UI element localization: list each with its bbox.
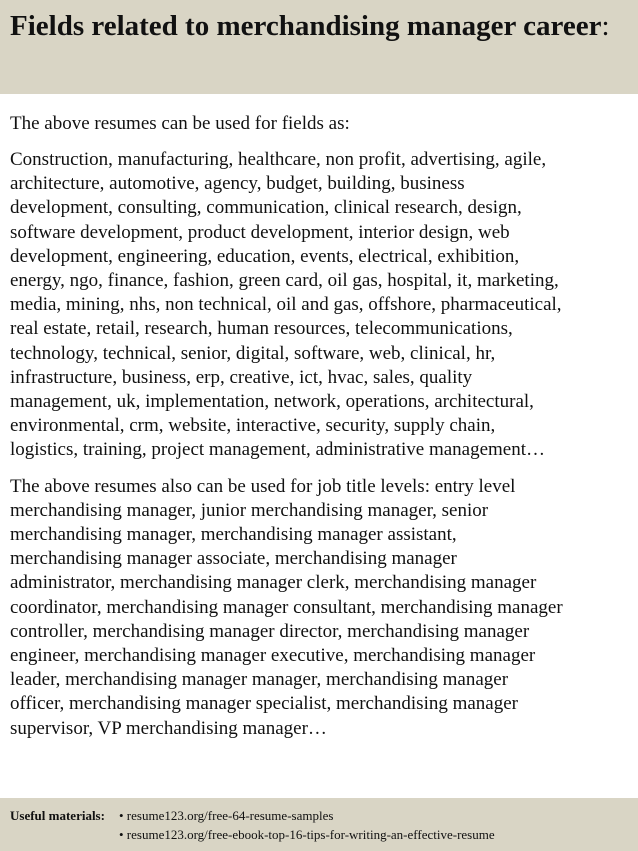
intro-text: The above resumes can be used for fields as: <box>10 113 350 134</box>
ebook-tips-link[interactable]: • resume123.org/free-ebook-top-16-tips-for-writing-an-effective-resume <box>119 827 495 842</box>
page-title-colon: : <box>601 10 610 42</box>
page-title-text: Fields related to merchandising manager career <box>10 10 602 42</box>
resume-samples-link[interactable]: • resume123.org/free-64-resume-samples <box>119 808 334 823</box>
main-content <box>10 112 632 753</box>
footer-label-spacer <box>10 825 119 844</box>
footer-row-2 <box>10 825 628 844</box>
page-title <box>10 8 628 45</box>
job-levels-paragraph: The above resumes also can be used for job title levels: entry level merchandising manager, junior merchandising manager, senior merchandising manager, merchandising manager assistant, merchandising manager associate, merchandising manager administrator, merchandising manager clerk, merchandising manager coordinator, merchandising manager consultant, merchandising manager controller, merchandising manager director, merchandising manager engineer, merchandising manager executive, merchandising manager leader, merchandising manager manager, merchandising manager officer, merchandising manager specialist, merchandising manager supervisor, VP merchandising manager… <box>10 475 563 739</box>
fields-list-paragraph: Construction, manufacturing, healthcare, non profit, advertising, agile, architecture, automotive, agency, budget, building, business development, consulting, communication, clinical research, design, software development, product development, interior design, web development, engineering, education, events, electrical, exhibition, energy, ngo, finance, fashion, green card, oil gas, hospital, it, marketing, media, mining, nhs, non technical, oil and gas, offshore, pharmaceutical, real estate, retail, research, human resources, telecommunications, technology, technical, senior, digital, software, web, clinical, hr, infrastructure, business, erp, creative, ict, hvac, sales, quality management, uk, implementation, network, operations, architectural, environmental, crm, website, interactive, security, supply chain, logistics, training, project management, administrative management… <box>10 149 562 461</box>
useful-materials-footer <box>0 798 638 851</box>
useful-materials-label: Useful materials: <box>10 808 105 823</box>
title-band <box>0 0 638 94</box>
footer-row-1 <box>10 806 628 825</box>
